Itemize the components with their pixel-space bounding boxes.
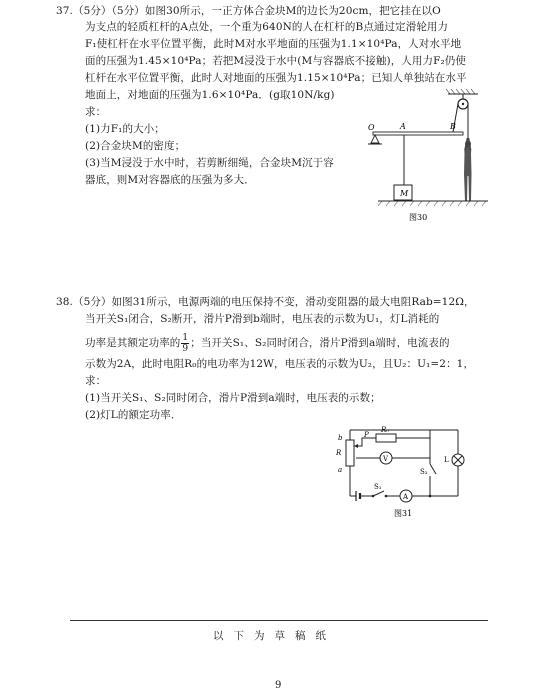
q38-line-2: 当开关S₁闭合，S₂断开，滑片P滑到b端时，电压表的示数为U₁，灯L消耗的 [85,313,440,325]
q37-line-11: 器底，则M对容器底的压强为多大． [85,174,255,186]
draft-divider [70,620,488,621]
figure-31-caption: 图31 [394,509,413,518]
label-R: R [336,449,342,457]
resistor-R0 [376,434,396,442]
label-A: A [400,122,406,131]
q38-line-3-post: ；当开关S₁、S₂同时闭合，滑片P滑到a端时，电流表的 [190,337,450,349]
label-M: M [400,189,409,198]
q37-line-8: (1)力F₁的大小； [85,123,165,135]
q38-line-3-pre: 功率是其额定功率的 [85,337,181,349]
q37-line-3: F₁使杠杆在水平位置平衡，此时M对水平地面的压强为1.1×10⁴Pa，人对水平地 [85,38,462,50]
fraction-numerator: 1 [182,332,189,343]
fraction-one-ninth [181,333,189,354]
label-b: b [338,434,343,442]
q37-line-4: 面的压强为1.45×10⁴Pa；若把M浸没于水中(M与容器底不接触)，人用力F₂仍使 [85,55,466,67]
label-O: O [368,123,375,132]
label-B: B [450,122,456,131]
figure-31 [330,418,470,522]
q37-line-6: 地面上，对地面的压强为1.6×10⁴Pa．(g取10N/kg) [85,89,335,101]
label-S2: S₂ [420,468,428,476]
q37-line-2: 为支点的轻质杠杆的A点处，一个重为640N的人在杠杆的B点通过定滑轮用力 [85,21,449,33]
draft-note: 以下为草稿纸 [213,630,336,642]
label-L: L [444,456,449,464]
q38-line-1: 38.（5分）如图31所示，电源两端的电压保持不变，滑动变阻器的最大电阻Rab=12Ω， [56,296,475,308]
label-S1: S₁ [374,483,382,491]
label-R0: R₀ [381,426,390,434]
label-A: A [403,493,409,501]
figure-30 [360,88,520,228]
q38-line-5: 求： [85,375,107,387]
q37-line-7: 求： [85,106,107,118]
q38-line-7: (2)灯L的额定功率． [85,409,182,421]
q38-line-6: (1)当开关S₁、S₂同时闭合，滑片P滑到a端时，电压表的示数； [85,392,381,404]
label-V: V [383,455,389,463]
person-icon [464,138,472,201]
fraction-denominator: 9 [182,343,189,354]
q37-line-9: (2)合金块M的密度； [85,140,186,152]
q37-line-5: 杠杆在水平位置平衡，此时人对地面的压强为1.15×10⁴Pa；已知人单独站在水平 [85,72,467,84]
label-P: P [364,431,369,439]
rheostat-R [346,440,354,466]
q37-line-10: (3)当M浸没于水中时，若剪断细绳，合金块M沉于容 [85,157,334,169]
page-number: 9 [275,680,282,691]
label-a: a [338,466,343,474]
q38-line-3 [85,332,450,354]
q38-line-4: 示数为2A，此时电阻R₀的电功率为12W，电压表的示数为U₂，且U₂：U₁=2：1， [85,358,475,370]
q37-line-1: 37.（5分）（5分）如图30所示，一正方体合金块M的边长为20cm，把它挂在以O [56,5,441,17]
figure-30-caption: 图30 [409,213,428,222]
